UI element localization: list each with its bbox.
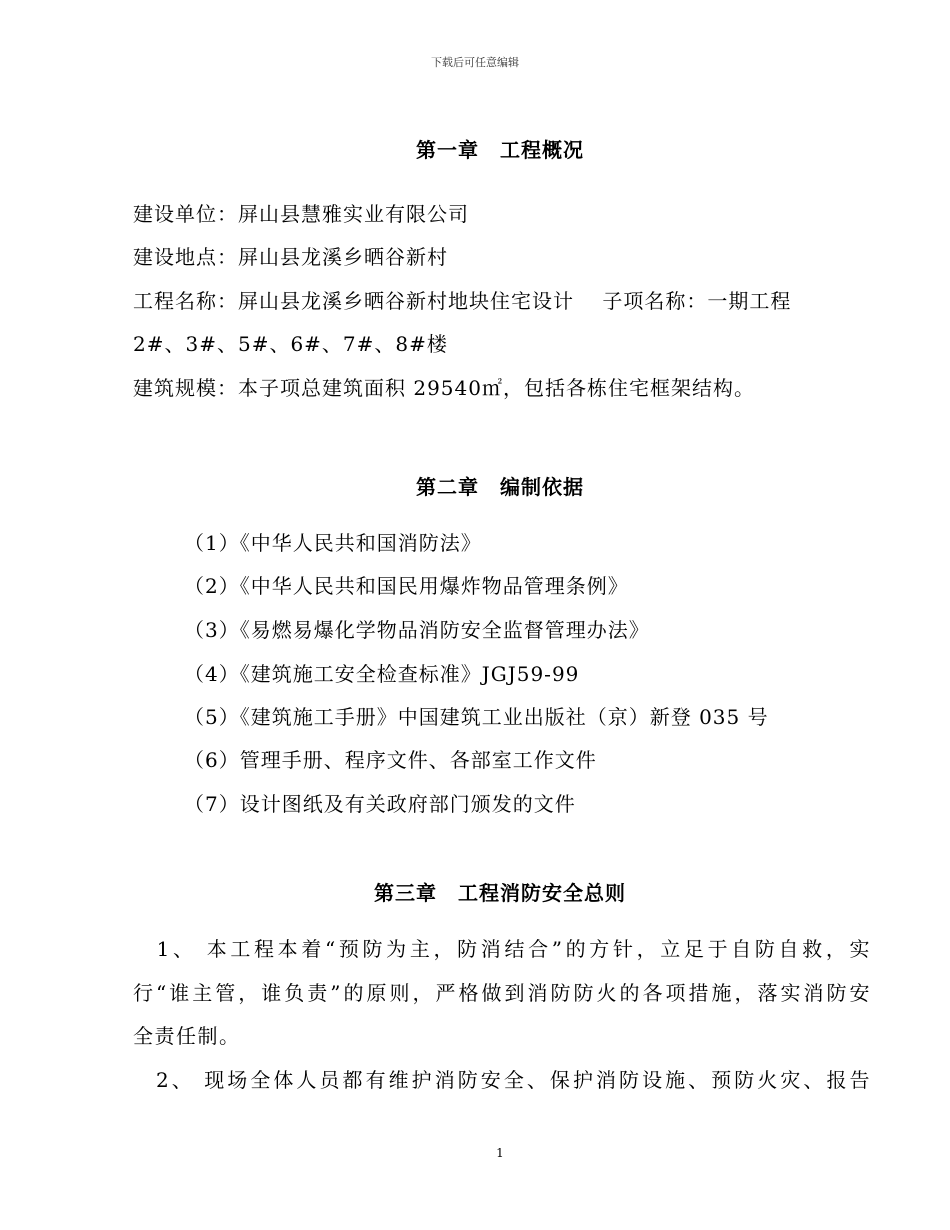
reference-list-item: （1）《中华人民共和国消防法》 [184,531,482,555]
chapter-1-title: 第一章 工程概况 [416,138,584,162]
project-info-line: 建设地点：屏山县龙溪乡晒谷新村 [133,245,448,269]
chapter-3-title: 第三章 工程消防安全总则 [374,881,626,905]
reference-list-item: （6）管理手册、程序文件、各部室工作文件 [184,748,597,772]
chapter-2-title: 第二章 编制依据 [416,475,584,499]
header-note: 下载后可任意编辑 [431,56,519,69]
paragraph-line: 2、 现场全体人员都有维护消防安全、保护消防设施、预防火灾、报告 [133,1068,871,1092]
reference-list-item: （3）《易燃易爆化学物品消防安全监督管理办法》 [184,618,650,642]
paragraph-line: 行“谁主管，谁负责”的原则，严格做到消防防火的各项措施，落实消防安 [133,981,871,1005]
reference-list-item: （4）《建筑施工安全检查标准》JGJ59-99 [184,662,580,686]
reference-list-item: （5）《建筑施工手册》中国建筑工业出版社（京）新登 035 号 [184,705,769,729]
project-info-line: 2#、3#、5#、6#、7#、8#楼 [133,332,448,356]
page-number: 1 [496,1146,504,1160]
paragraph-line: 全责任制。 [133,1024,241,1048]
reference-list-item: （2）《中华人民共和国民用爆炸物品管理条例》 [184,574,629,598]
project-info-line: 工程名称：屏山县龙溪乡晒谷新村地块住宅设计 子项名称：一期工程 [133,289,792,313]
project-info-line: 建筑规模：本子项总建筑面积 29540㎡，包括各栋住宅框架结构。 [133,376,755,400]
paragraph-line: 1、 本工程本着“预防为主，防消结合”的方针，立足于自防自救，实 [133,937,871,961]
reference-list-item: （7）设计图纸及有关政府部门颁发的文件 [184,792,576,816]
project-info-line: 建设单位：屏山县慧雅实业有限公司 [133,202,469,226]
